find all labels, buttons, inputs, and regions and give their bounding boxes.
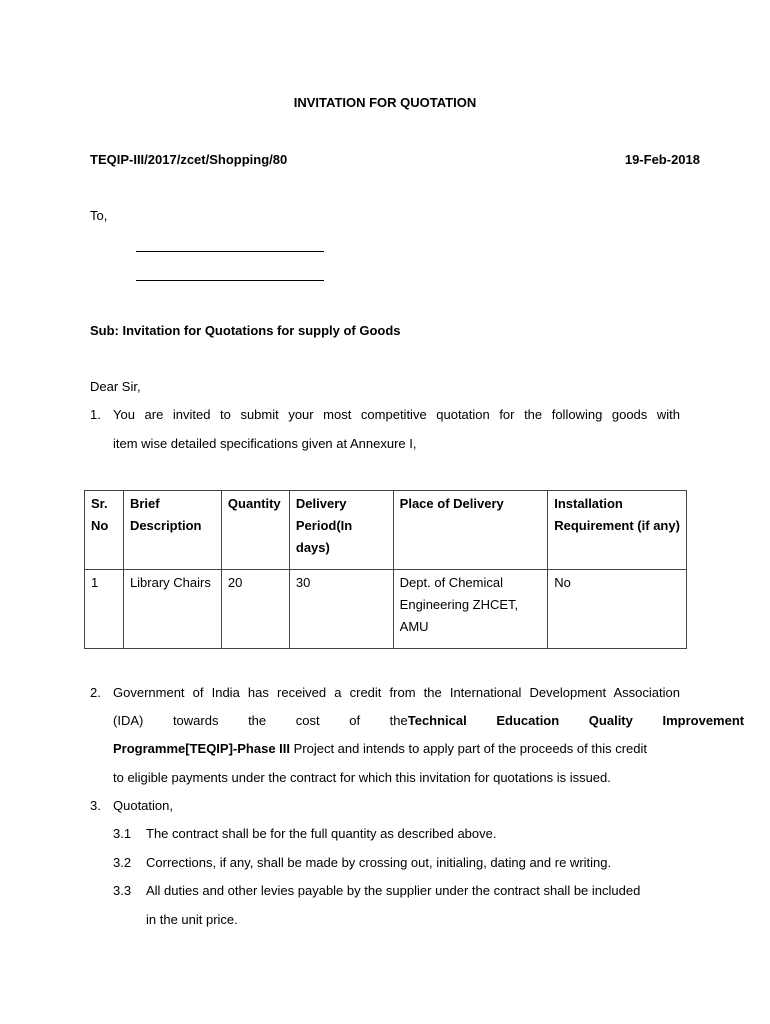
clause-3-3-text: All duties and other levies payable by the supplier under the contract shall be included [146,883,641,898]
header-quantity: Quantity [221,491,289,570]
cell-description: Library Chairs [123,570,221,649]
para-2-line-3-rest: Project and intends to apply part of the proceeds of this credit [290,741,647,756]
para-2-line-1: Government of India has received a credit from the International Development Association [113,685,680,700]
para-2-line-3 [113,741,680,756]
clause-3-1-text: The contract shall be for the full quantity as described above. [146,826,497,841]
para-2-programme-name: Programme[TEQIP]-Phase III [113,741,290,756]
header-delivery-period: Delivery Period(In days) [289,491,393,570]
para-1-number: 1. [90,407,101,422]
header-installation-requirement: Installation Requirement (if any) [548,491,687,570]
clause-3-3-number: 3.3 [113,883,132,898]
reference-number: TEQIP-III/2017/zcet/Shopping/80 [90,152,288,167]
para-3-heading: Quotation, [113,798,173,813]
para-2-line-2 [113,713,745,728]
para-1-line-2: item wise detailed specifications given at Annexure I, [113,436,417,451]
header-place-of-delivery: Place of Delivery [393,491,548,570]
clause-3-3-text-cont: in the unit price. [146,912,238,927]
cell-installation: No [548,570,687,649]
addressee-blank-line-1 [136,251,324,252]
table-header-row [85,491,687,570]
table-row [85,570,687,649]
para-2-line-2-bold: Technical Education Quality Improvement [407,713,745,728]
para-2-number: 2. [90,685,101,700]
greeting: Dear Sir, [90,379,141,394]
cell-delivery-period: 30 [289,570,393,649]
para-2-line-2-plain: (IDA) towards the cost of the [113,713,408,728]
cell-quantity: 20 [221,570,289,649]
para-1-line-1: You are invited to submit your most competitive quotation for the following goods with [113,407,680,422]
subject-line: Sub: Invitation for Quotations for supply of Goods [90,323,401,338]
clause-3-2-number: 3.2 [113,855,132,870]
cell-sr-no: 1 [85,570,124,649]
document-date: 19-Feb-2018 [624,152,700,167]
para-3-number: 3. [90,798,101,813]
document-title: INVITATION FOR QUOTATION [293,95,477,110]
para-2-line-4: to eligible payments under the contract for which this invitation for quotations is issued. [113,770,611,785]
header-sr-no: Sr. No [85,491,124,570]
cell-place-of-delivery: Dept. of Chemical Engineering ZHCET, AMU [393,570,548,649]
clause-3-2-text: Corrections, if any, shall be made by crossing out, initialing, dating and re writing. [146,855,612,870]
clause-3-1-number: 3.1 [113,826,132,841]
header-brief-description: Brief Description [123,491,221,570]
addressee-blank-line-2 [136,280,324,281]
addressee-label: To, [90,208,108,223]
goods-table [84,490,687,649]
